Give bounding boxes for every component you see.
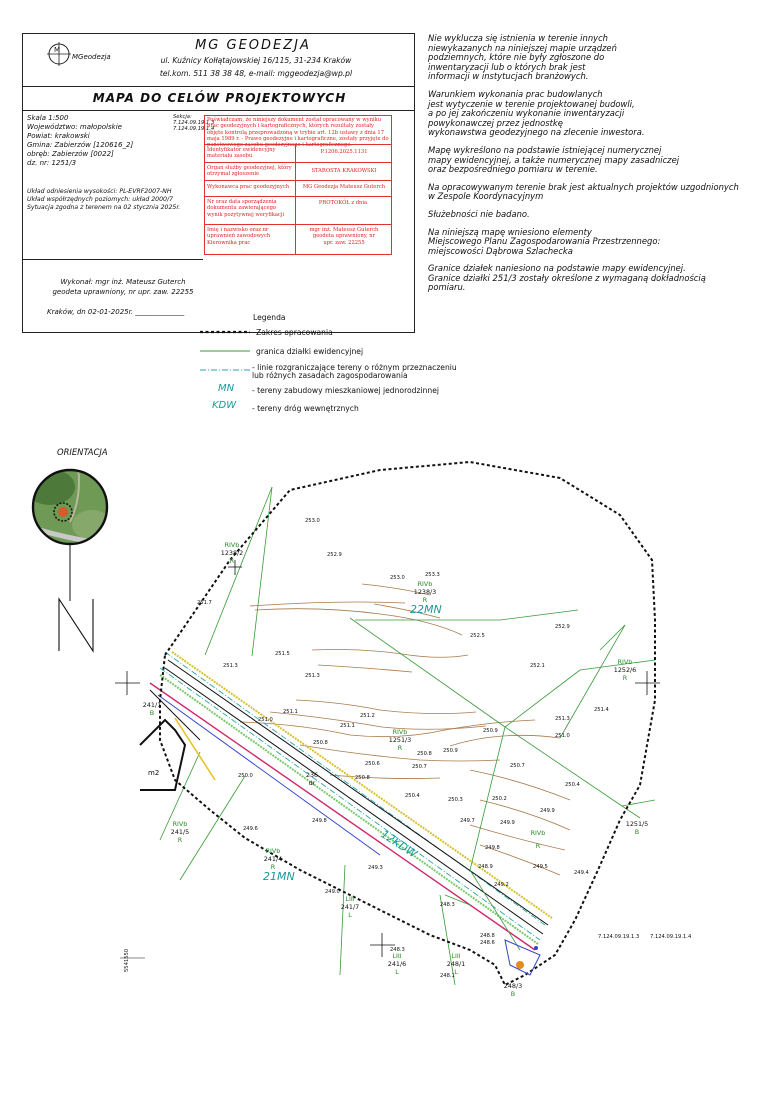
spot-height: 249.5 (533, 864, 548, 870)
note-sources: Mapę wykreślono na podstawie istniejącej numerycznej mapy ewidencyjnej, a także numerycznej mapy zasadniczej oraz bezpośredniego pomiaru w terenie. (428, 144, 680, 175)
survey-map (0, 430, 777, 1100)
orientation-label: ORIENTACJA (57, 447, 108, 457)
sheet-number-1: 7.124.09.19.1.3 (173, 120, 215, 126)
parcel-number: 241/1 (142, 701, 162, 709)
parcel-use: L (454, 968, 458, 976)
commune: Gmina: Zabierzów [120616_2] (27, 141, 134, 149)
utility-symbols (505, 940, 540, 975)
legend-item-zone-lines: - linie rozgraniczające tereny o różnym przeznaczeniu lub różnych zasadach zagospodarowania (252, 363, 457, 380)
spot-height: 250.2 (492, 796, 507, 802)
stamp-intro: Poświadczam, że niniejszy dokument został opracowany w wyniku prac geodezyjnych i kartograficznych, których rezultaty zostały objęte kontrolą przeprowadzoną w trybie art. 12b ustawy z dnia 17 maja 1989 r. - Prawo geodezyjne i kartograficzne, zostały przyjęte do państwowego zasobu geodezyjnego i kartograficznego. (207, 117, 389, 149)
zone-label-21mn: 21MN (263, 870, 295, 883)
author-license: geodeta uprawniony, nr upr. zaw. 22255 (52, 288, 194, 296)
spot-height: 251.3 (305, 673, 320, 679)
spot-height: 250.9 (443, 748, 458, 754)
note-boundaries: Granice działek naniesiono na podstawie mapy ewidencyjnej. Granice działki 251/3 zostały określone z wymaganą dokładnością pomiaru. (428, 263, 706, 293)
legend-item-kdw: - tereny dróg wewnętrznych (252, 404, 359, 413)
parcel-class: RIVb (530, 829, 546, 837)
parcel-use: B (510, 990, 516, 998)
spot-height: 251.0 (258, 717, 273, 723)
spot-height: 250.7 (510, 763, 525, 769)
legend-symbol-kdw: KDW (212, 400, 237, 411)
parcel-use: R (229, 557, 235, 565)
note-utilities: Nie wyklucza się istnienia w terenie innych niewykazanych na niniejszej mapie urządzeń podziemnych, które nie były zgłoszone do inwentaryzacji lub o których brak jest informacji w instytucjach branżowych. (428, 33, 617, 82)
spot-heights (197, 518, 610, 979)
parcel-number: 241/5 (170, 828, 190, 836)
stamp-label-1: Organ służby geodezyjnej, który otrzymał zgłoszenie (207, 165, 292, 178)
zone-label-22mn: 22MN (410, 603, 442, 616)
parcel-number: 236 (305, 771, 319, 779)
spot-height: 253.0 (305, 518, 320, 524)
spot-height: 249.8 (312, 818, 327, 824)
parcel-use: dr (308, 779, 316, 787)
stamp-value-2: MG Geodezja Mateusz Guterch (302, 184, 386, 190)
parcel-use: L (395, 968, 399, 976)
title-block (22, 33, 415, 333)
spot-height: 249.0 (325, 889, 340, 895)
map-title: MAPA DO CELÓW PROJEKTOWYCH (92, 91, 347, 105)
spot-height: 253.0 (390, 575, 405, 581)
stamp-value-3: PROTOKÓŁ z dnia (318, 200, 368, 206)
parcel-class: LIII (345, 895, 355, 903)
stamp-value-4: mgr inż. Mateusz Guterch geodeta uprawniony, nr upr. zaw. 22255 (309, 227, 379, 246)
spot-height: 248.6 (480, 940, 495, 946)
zone-label-12kdw: 12KDW (378, 827, 420, 861)
parcel-number: 241/4 (263, 855, 283, 863)
parcel-class: LIII (392, 952, 402, 960)
note-local-plan: Na niniejszą mapę wniesiono elementy Miejscowego Planu Zagospodarowania Przestrzennego: miejscowości Dąbrowa Szlachecka (428, 226, 661, 256)
parcel-class: LIII (451, 952, 461, 960)
parcel-use: B (149, 709, 155, 717)
spot-height: 252.5 (470, 633, 485, 639)
acceptance-stamp (204, 115, 392, 255)
spot-height: 250.9 (483, 728, 498, 734)
parcel-class: RIVb (265, 847, 281, 855)
sheet-label-left: 7.124.09.19.1.3 (598, 934, 640, 940)
scale: Skala 1:500 (27, 114, 69, 122)
spot-height: 249.4 (574, 870, 589, 876)
reconciliation-date: Sytuacja zgodna z terenem na 02 stycznia 2025r. (27, 204, 181, 211)
stamp-label-2: Wykonawca prac geodezyjnych (207, 184, 290, 190)
spot-height: 251.1 (340, 723, 355, 729)
stamp-label-0: Identyfikator ewidencyjny materiału zasobu (207, 147, 276, 160)
spot-height: 249.8 (485, 845, 500, 851)
parcel-number: 1251/3 (388, 736, 412, 744)
spot-height: 251.3 (555, 716, 570, 722)
spot-height: 249.9 (500, 820, 515, 826)
parcel-number: 241/7 (340, 903, 360, 911)
legend-symbol-mn: MN (218, 383, 235, 394)
spot-height: 248.9 (478, 864, 493, 870)
parcel-use: R (622, 674, 628, 682)
spot-height: 250.7 (412, 764, 427, 770)
parcel-class: RIVb (417, 580, 433, 588)
spot-height: 251.5 (275, 651, 290, 657)
parcel-class: RIVb (392, 728, 408, 736)
spot-height: 253.3 (425, 572, 440, 578)
parcel-number: 1251/5 (625, 820, 649, 828)
parcel-class: RIVb (172, 820, 188, 828)
sheet-label: Sekcja: (173, 114, 192, 120)
note-projects: Na opracowywanym terenie brak jest aktualnych projektów uzgodnionych w Zespole Koordynacyjnym (428, 181, 739, 202)
edge-code: 5541550 (124, 948, 130, 972)
svg-text:M: M (54, 46, 61, 54)
spot-height: 251.7 (197, 600, 212, 606)
building-label: m2 (148, 769, 160, 777)
spot-height: 248.3 (390, 947, 405, 953)
stamp-label-4: Imię i nazwisko oraz nr uprawnień zawodowych Kierownika prac (207, 227, 271, 246)
legend-title: Legenda (253, 313, 286, 322)
note-easements: Służebności nie badano. (428, 208, 530, 219)
parcel-class: RIVb (224, 541, 240, 549)
signature-date: Kraków, dn 02-01-2025r. ______________ (47, 308, 185, 316)
spot-height: 250.8 (355, 775, 370, 781)
parcel-number: 248/3 (503, 982, 523, 990)
spot-height: 250.8 (417, 751, 432, 757)
spot-height: 250.8 (313, 740, 328, 746)
logo-text: MGeodezja (72, 53, 111, 61)
parcel-number: 1238/3 (413, 588, 437, 596)
spot-height: 249.2 (494, 882, 509, 888)
legend-item-mn: - tereny zabudowy mieszkaniowej jednorodzinnej (252, 386, 440, 395)
spot-height: 251.2 (360, 713, 375, 719)
spot-height: 251.4 (594, 707, 609, 713)
parcel-number: 248/1 (446, 960, 466, 968)
spot-height: 250.4 (565, 782, 580, 788)
spot-height: 250.6 (365, 761, 380, 767)
parcel-number: 241/6 (387, 960, 407, 968)
company-name: MG GEODEZJA (195, 38, 311, 53)
notes-column (428, 34, 768, 293)
spot-height: 249.6 (243, 826, 258, 832)
stamp-value-1: STAROSTA KRAKOWSKI (311, 168, 377, 174)
company-logo (45, 41, 125, 67)
spot-height: 249.9 (540, 808, 555, 814)
spot-height: 250.0 (238, 773, 253, 779)
sheet-number-2: 7.124.09.19.1.4 (173, 126, 215, 132)
sheet-label-right: 7.124.09.19.1.4 (650, 934, 692, 940)
height-system: Układ odniesienia wysokości: PL-EVRF2007-NH (27, 188, 172, 195)
spot-height: 248.3 (440, 902, 455, 908)
spot-height: 248.1 (440, 973, 455, 979)
parcel-class: RIVb (617, 658, 633, 666)
company-contact: tel.kom. 511 38 38 48, e-mail: mggeodezja@wp.pl (159, 69, 353, 78)
parcel-number: dz. nr: 1251/3 (27, 159, 77, 167)
parcel-use: R (422, 596, 428, 604)
spot-height: 248.8 (480, 933, 495, 939)
spot-height: 251.0 (555, 733, 570, 739)
parcel-use: B (634, 828, 640, 836)
spot-height: 249.3 (368, 865, 383, 871)
spot-height: 252.9 (555, 624, 570, 630)
spot-height: 250.4 (405, 793, 420, 799)
legend-item-scope: Zakres opracowania (256, 328, 333, 337)
company-address: ul. Kuźnicy Kołłątajowskiej 16/115, 31-234 Kraków (160, 56, 352, 65)
spot-height: 252.9 (327, 552, 342, 558)
spot-height: 252.1 (530, 663, 545, 669)
parcel-use: L (348, 911, 352, 919)
precinct: obręb: Zabierzów [0022] (27, 150, 114, 158)
voivodeship: Województwo: małopolskie (27, 123, 122, 131)
spot-height: 250.3 (448, 797, 463, 803)
spot-height: 249.7 (460, 818, 475, 824)
stamp-value-0: P.1206.2025.1131 (320, 149, 368, 155)
stamp-label-3: Nr oraz data sporządzenia dokumentu zawierającego wynik pozytywnej weryfikacji (207, 199, 285, 218)
spot-height: 251.3 (223, 663, 238, 669)
parcel-number: 1238/2 (220, 549, 244, 557)
parcel-use: R (535, 842, 541, 850)
parcel-number: 1252/6 (613, 666, 637, 674)
note-setting-out: Warunkiem wykonania prac budowlanych jest wytyczenie w terenie projektowanej budowli, a po jej zakończeniu wykonanie inwentaryzacji powykonawczej przez jednostkę wykonawstwa geodezyjnego na zlecenie inwestora. (428, 88, 645, 138)
parcel-use: R (397, 744, 403, 752)
coordinate-system: Układ współrzędnych poziomych: układ 2000/7 (27, 196, 174, 203)
spot-height: 251.1 (283, 709, 298, 715)
parcel-use: R (177, 836, 183, 844)
legend-item-parcel-boundary: granica działki ewidencyjnej (256, 347, 364, 356)
author-name: Wykonał: mgr inż. Mateusz Guterch (60, 278, 186, 286)
district: Powiat: krakowski (27, 132, 90, 140)
parcel-use: R (270, 863, 276, 871)
